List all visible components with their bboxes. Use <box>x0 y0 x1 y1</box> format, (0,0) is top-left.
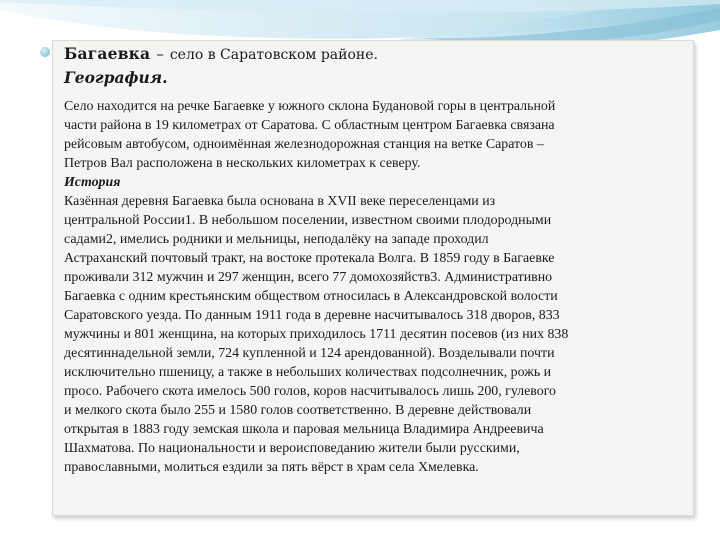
history-line: Казённая деревня Багаевка была основана в XVII веке переселенцами из <box>64 194 496 209</box>
history-line: просо. Рабочего скота имелось 500 голов, коров насчитывалось лишь 200, гулевого <box>64 384 556 399</box>
title-description: село в Саратовском районе. <box>169 47 378 63</box>
geography-line: Петров Вал расположена в нескольких километрах к северу. <box>64 156 421 171</box>
history-line: открытая в 1883 году земская школа и паровая мельница Владимира Андреевича <box>64 422 544 437</box>
geography-heading: География. <box>64 68 168 87</box>
history-line: мужчины и 801 женщина, на которых приходилось 1711 десятин посевов (из них 838 <box>64 327 569 342</box>
history-line: центральной России1. В небольшом поселении, известном своими плодородными <box>64 213 552 228</box>
history-line: Саратовского уезда. По данным 1911 года в деревне насчитывалось 318 дворов, 833 <box>64 308 560 323</box>
history-heading: История <box>64 175 121 190</box>
history-line: Астраханский почтовый тракт, на востоке протекала Волга. В 1859 году в Багаевке <box>64 251 555 266</box>
slide-content <box>40 44 688 477</box>
body-text <box>64 97 688 477</box>
history-line: и мелкого скота было 255 и 1580 голов соответственно. В деревне действовали <box>64 403 532 418</box>
title-dash: – <box>156 45 164 63</box>
title-row <box>40 44 688 63</box>
history-line: Шахматова. По национальности и вероисповеданию жители были русскими, <box>64 441 520 456</box>
history-line: десятиннадельной земли, 724 купленной и 124 арендованной). Возделывали почти <box>64 346 555 361</box>
history-line: садами2, имелись родники и мельницы, неподалёку на западе проходил <box>64 232 489 247</box>
bullet-icon <box>40 47 50 57</box>
slide-title: Багаевка <box>64 44 151 63</box>
history-line: православными, молиться ездили за пять вёрст в храм села Хмелевка. <box>64 460 479 475</box>
history-line: исключительно пшеницу, а также в небольших количествах подсолнечник, рожь и <box>64 365 552 380</box>
geography-line: рейсовым автобусом, одноимённая железнодорожная станция на ветке Саратов – <box>64 137 544 152</box>
history-line: проживали 312 мужчин и 297 женщин, всего 77 домохозяйств3. Административно <box>64 270 553 285</box>
geography-line: Село находится на речке Багаевке у южного склона Будановой горы в центральной <box>64 99 556 114</box>
history-line: Багаевка с одним крестьянским обществом относилась в Александровской волости <box>64 289 558 304</box>
geography-line: части района в 19 километрах от Саратова. С областным центром Багаевка связана <box>64 118 555 133</box>
